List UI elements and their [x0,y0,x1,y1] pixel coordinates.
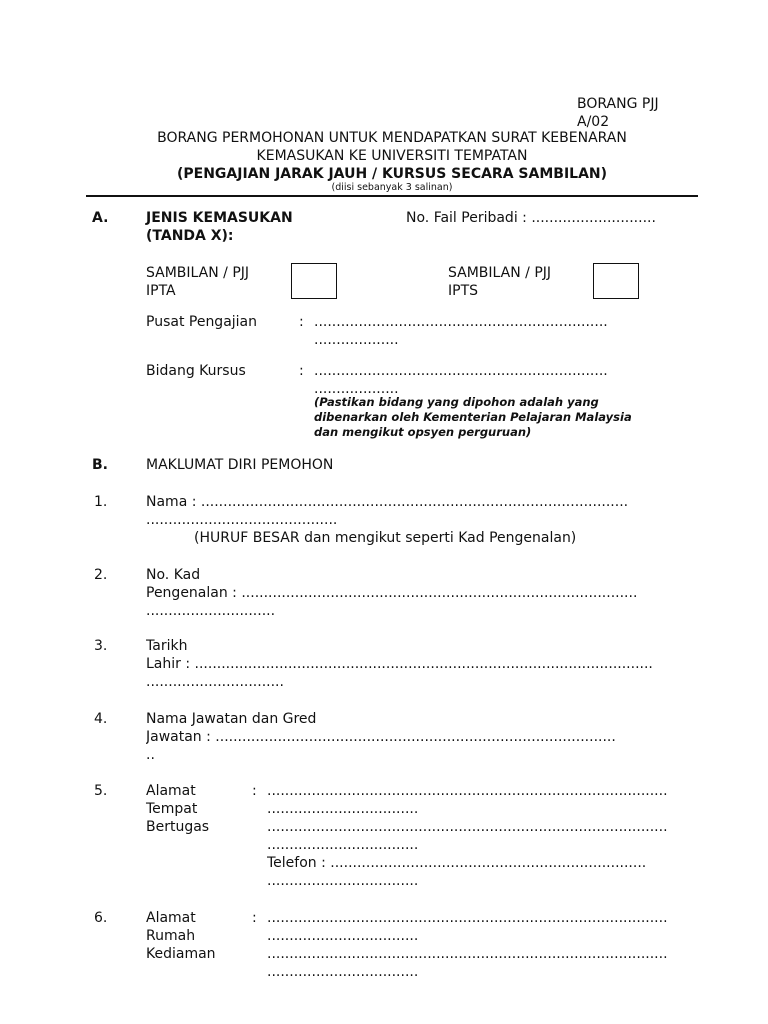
colon: : [299,363,304,379]
label-line: IPTS [448,283,479,299]
form-code-line: A/02 [577,114,610,130]
bidang-kursus-field[interactable] [314,362,654,398]
label-line: Bertugas [146,819,210,835]
alamat-rumah-label [146,909,216,963]
dots-line: .................................. [267,801,419,817]
item-number: 6. [94,910,108,926]
form-code [577,95,659,131]
dots-line: .......................................................................................... [267,783,668,799]
heading-line: (TANDA X): [146,228,234,244]
colon: : [299,314,304,330]
colon: : [252,910,257,926]
dots-line: .......................................................................................... [267,819,668,835]
form-title [60,129,724,183]
dots-line: .................................. [267,873,419,889]
label-line: IPTA [146,283,176,299]
label-line: SAMBILAN / PJJ [448,265,552,281]
bidang-note [314,395,632,440]
note-line: dibenarkan oleh Kementerian Pelajaran Malaysia [314,410,632,424]
dots-line: ............................... [146,674,284,690]
telefon-line: Telefon : ....................................................................... [267,855,647,871]
option-ipts-label [448,264,551,300]
title-line: (PENGAJIAN JARAK JAUH / KURSUS SECARA SAMBILAN) [176,166,608,182]
label-line: Alamat [146,910,196,926]
title-divider [86,195,698,197]
dots-line: ........................................... [146,512,338,528]
file-number-field[interactable]: No. Fail Peribadi : ............................ [406,210,656,226]
item-number: 4. [94,711,108,727]
form-code-line: BORANG PJJ [577,96,659,112]
alamat-tempat-field[interactable] [267,782,692,890]
alamat-rumah-field[interactable] [267,909,692,981]
title-line: KEMASUKAN KE UNIVERSITI TEMPATAN [256,148,528,164]
dots-line: Lahir : ....................................................................................................... [146,656,653,672]
dots-line: .......................................................................................... [267,946,668,962]
heading-line: JENIS KEMASUKAN [146,210,293,226]
dots-line: Pengenalan : ......................................................................................... [146,585,638,601]
dots-line: .................................. [267,928,419,944]
title-line: BORANG PERMOHONAN UNTUK MENDAPATKAN SURAT KEBENARAN [157,130,627,146]
note-line: dan mengikut opsyen perguruan) [314,425,532,439]
note-line: (Pastikan bidang yang dipohon adalah yang [314,395,599,409]
pusat-pengajian-label: Pusat Pengajian [146,314,258,330]
section-a-letter: A. [92,210,109,226]
text-line: Tarikh [146,638,188,654]
ipts-checkbox[interactable] [593,263,639,299]
section-a-heading [146,209,293,245]
colon: : [252,783,257,799]
pusat-pengajian-field[interactable] [314,313,654,349]
jawatan-field[interactable] [146,710,692,764]
label-line: Alamat [146,783,196,799]
item-number: 3. [94,638,108,654]
item-number: 1. [94,494,108,510]
bidang-kursus-label: Bidang Kursus [146,363,246,379]
tarikh-lahir-field[interactable] [146,637,692,691]
text-line: No. Kad [146,567,201,583]
ipta-checkbox[interactable] [291,263,337,299]
nama-hint: (HURUF BESAR dan mengikut seperti Kad Pengenalan) [194,530,577,546]
dots-line: Nama : ................................................................................................ [146,494,629,510]
alamat-tempat-label [146,782,209,836]
dots-line: ................... [314,332,399,348]
item-number: 5. [94,783,108,799]
text-line: Nama Jawatan dan Gred [146,711,317,727]
label-line: Rumah [146,928,196,944]
item-number: 2. [94,567,108,583]
label-line: Kediaman [146,946,216,962]
dots-line: .................................................................. [314,314,608,330]
dots-line: Jawatan : .......................................................................................... [146,729,616,745]
dots-line: .................................. [267,964,419,980]
dots-line: ................... [314,381,399,397]
dots-line: .................................................................. [314,363,608,379]
kad-pengenalan-field[interactable] [146,566,692,620]
dots-line: .................................. [267,837,419,853]
dots-line: ............................. [146,603,276,619]
label-line: SAMBILAN / PJJ [146,265,250,281]
section-b-heading: MAKLUMAT DIRI PEMOHON [146,457,334,473]
dots-line: .......................................................................................... [267,910,668,926]
option-ipta-label [146,264,249,300]
section-b-letter: B. [92,457,108,473]
label-line: Tempat [146,801,198,817]
copies-note: (diisi sebanyak 3 salinan) [331,182,453,193]
dots-line: .. [146,747,155,763]
nama-field[interactable] [146,493,692,529]
